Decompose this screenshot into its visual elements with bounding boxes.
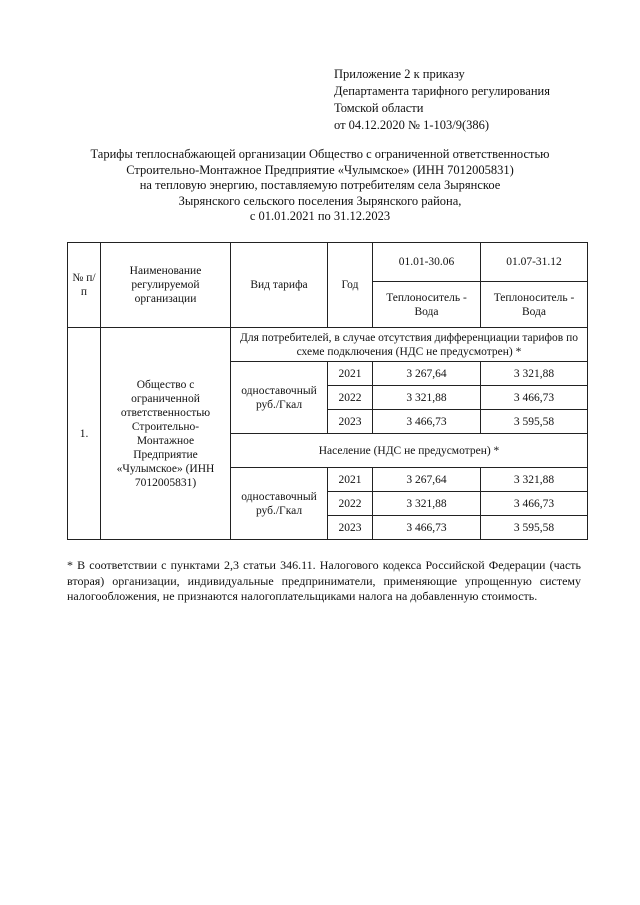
tariff-value-h1: 3 321,88 [373, 386, 481, 410]
tariff-value-h1: 3 267,64 [373, 468, 481, 492]
section-title-row [68, 328, 588, 362]
title-line-4: Зырянского сельского поселения Зырянского района, [178, 193, 462, 208]
title-line-3: на тепловую энергию, поставляемую потребителям села Зырянское [139, 178, 501, 192]
col-header-tariff-type: Вид тарифа [231, 243, 328, 328]
year-cell: 2021 [328, 362, 373, 386]
col-header-carrier-1: Теплоноситель - Вода [373, 282, 481, 328]
region-line: Томской области [334, 101, 424, 115]
organization-name: Общество с ограниченной ответственностью Строительно-Монтажное Предприятие «Чулымское» (ИНН 7012005831) [101, 328, 231, 540]
year-cell: 2022 [328, 492, 373, 516]
title-line-2: Строительно-Монтажное Предприятие «Чулымское» (ИНН 7012005831) [126, 162, 514, 177]
col-header-organization: Наименование регулируемой организации [101, 243, 231, 328]
col-header-carrier-2: Теплоноситель - Вода [481, 282, 588, 328]
tariff-value-h1: 3 466,73 [373, 410, 481, 434]
col-header-year: Год [328, 243, 373, 328]
year-cell: 2022 [328, 386, 373, 410]
order-date-number: от 04.12.2020 № 1-103/9(386) [334, 118, 490, 132]
section-title: Население (НДС не предусмотрен) * [231, 434, 588, 468]
title-line-1: Тарифы теплоснабжающей организации Общество с ограниченной ответственностью [90, 147, 550, 161]
col-header-period-1: 01.01-30.06 [373, 243, 481, 282]
tariff-value-h1: 3 267,64 [373, 362, 481, 386]
tariff-value-h1: 3 466,73 [373, 516, 481, 540]
tariff-type: одноставочный руб./Гкал [231, 468, 328, 540]
tariff-value-h2: 3 466,73 [481, 492, 588, 516]
order-appendix-header [334, 66, 624, 134]
appendix-line: Приложение 2 к приказу [334, 67, 465, 81]
tariff-value-h2: 3 595,58 [481, 516, 588, 540]
tariff-value-h2: 3 321,88 [481, 362, 588, 386]
col-header-number: № п/п [68, 243, 101, 328]
col-header-period-2: 01.07-31.12 [481, 243, 588, 282]
year-cell: 2023 [328, 410, 373, 434]
tariff-value-h2: 3 595,58 [481, 410, 588, 434]
vat-footnote: * В соответствии с пунктами 2,3 статьи 346.11. Налогового кодекса Российской Федерации (часть вторая) организации, индивидуальные предприниматели, применяющие упрощенную систему налогообложения, не признаются налогоплательщиками налога на добавленную стоимость. [67, 558, 581, 603]
section-title: Для потребителей, в случае отсутствия дифференциации тарифов по схеме подключения (НДС не предусмотрен) * [231, 328, 588, 362]
tariff-table [67, 242, 588, 540]
year-cell: 2023 [328, 516, 373, 540]
title-line-5: с 01.01.2021 по 31.12.2023 [249, 209, 391, 223]
tariff-type: одноставочный руб./Гкал [231, 362, 328, 434]
document-title [40, 147, 600, 225]
tariff-value-h1: 3 321,88 [373, 492, 481, 516]
tariff-value-h2: 3 466,73 [481, 386, 588, 410]
year-cell: 2021 [328, 468, 373, 492]
row-number: 1. [68, 328, 101, 540]
table-header-row [68, 243, 588, 282]
tariff-value-h2: 3 321,88 [481, 468, 588, 492]
department-line: Департамента тарифного регулирования [334, 84, 550, 98]
